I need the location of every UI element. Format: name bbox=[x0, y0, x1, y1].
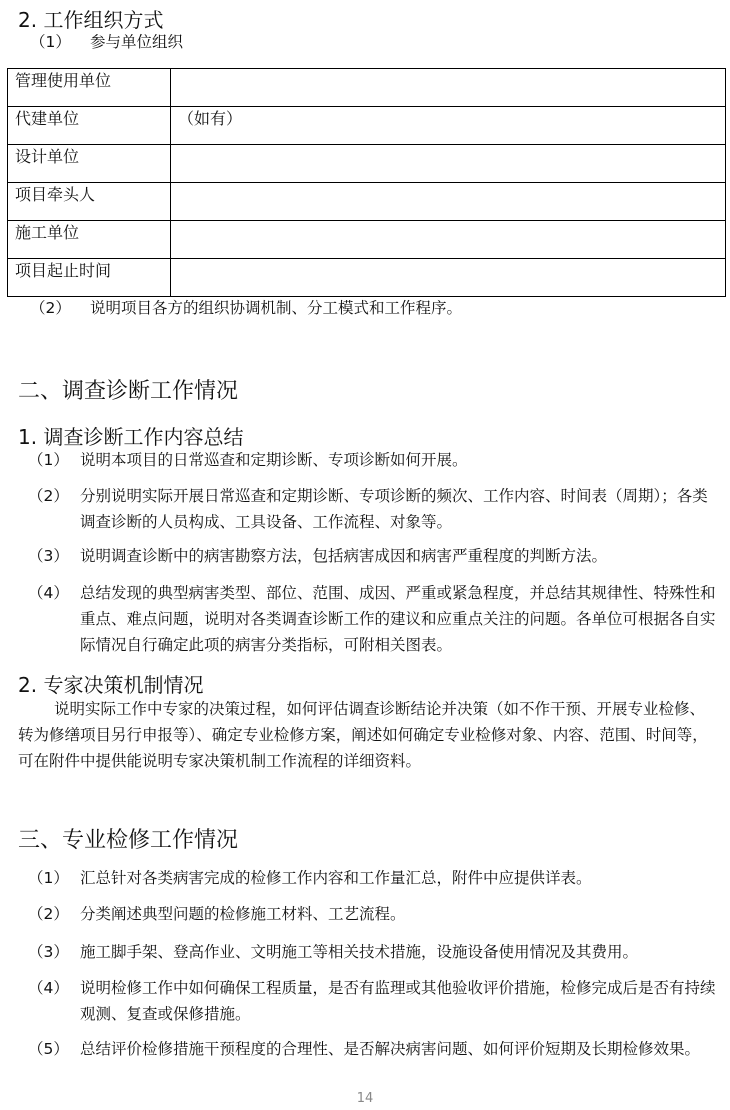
list-item-text: 说明本项目的日常巡查和定期诊断、专项诊断如何开展。 bbox=[80, 451, 468, 469]
list-item-text: 汇总针对各类病害完成的检修工作内容和工作量汇总，附件中应提供详表。 bbox=[80, 869, 592, 887]
part-title: 三、专业检修工作情况 bbox=[18, 828, 239, 853]
list-item-text: 分别说明实际开展日常巡查和定期诊断、专项诊断的频次、工作内容、时间表（周期）；各类调查诊断的人员构成、工具设备、工作流程、对象等。 bbox=[80, 487, 708, 531]
list-item-number: （2） bbox=[28, 905, 69, 923]
list-item-text: 说明检修工作中如何确保工程质量，是否有监理或其他验收评价措施，检修完成后是否有持续观测、复查或保修措施。 bbox=[80, 979, 716, 1023]
table-cell-value bbox=[171, 145, 726, 183]
list-item-text: 施工脚手架、登高作业、文明施工等相关技术措施，设施设备使用情况及其费用。 bbox=[80, 943, 639, 961]
list-item-text: 总结发现的典型病害类型、部位、范围、成因、严重或紧急程度，并总结其规律性、特殊性和重点、难点问题，说明对各类调查诊断工作的建议和应重点关注的问题。各单位可根据各自实际情况自行确定此项的病害分类指标，可附相关图表。 bbox=[80, 584, 716, 654]
list-item-number: （1） bbox=[28, 869, 69, 887]
list-item-number: （3） bbox=[28, 943, 69, 961]
sub-item-text: 说明项目各方的组织协调机制、分工模式和工作程序。 bbox=[90, 299, 463, 317]
list-item-number: （1） bbox=[28, 451, 69, 469]
sub-item-number: （2） bbox=[30, 299, 71, 317]
section-heading: 2. 专家决策机制情况 bbox=[18, 673, 204, 697]
table-row bbox=[8, 221, 726, 259]
table-cell-label: 施工单位 bbox=[8, 221, 171, 259]
list-item-text: 说明调查诊断中的病害勘察方法，包括病害成因和病害严重程度的判断方法。 bbox=[80, 547, 608, 565]
paragraph: 说明实际工作中专家的决策过程，如何评估调查诊断结论并决策（如不作干预、开展专业检修、转为修缮项目另行申报等）、确定专业检修方案，阐述如何确定专业检修对象、内容、范围、时间等，可在附件中提供能说明专家决策机制工作流程的详细资料。 bbox=[18, 700, 708, 770]
table-cell-value: （如有） bbox=[171, 107, 726, 145]
table-cell-label: 项目牵头人 bbox=[8, 183, 171, 221]
sub-item-number: （1） bbox=[30, 33, 71, 51]
list-item-number: （2） bbox=[28, 487, 69, 505]
part-title: 二、调查诊断工作情况 bbox=[18, 379, 239, 404]
list-item-number: （3） bbox=[28, 547, 69, 565]
table-cell-value bbox=[171, 183, 726, 221]
page-number: 14 bbox=[356, 1091, 374, 1106]
table-row bbox=[8, 107, 726, 145]
table-cell-label: 管理使用单位 bbox=[8, 69, 171, 107]
section-heading: 2. 工作组织方式 bbox=[18, 8, 164, 32]
table-cell-value bbox=[171, 69, 726, 107]
list-item-text: 分类阐述典型问题的检修施工材料、工艺流程。 bbox=[80, 905, 406, 923]
section-heading: 1. 调查诊断工作内容总结 bbox=[18, 425, 244, 449]
table-cell-value bbox=[171, 221, 726, 259]
table-cell-label: 设计单位 bbox=[8, 145, 171, 183]
list-item-number: （4） bbox=[28, 584, 69, 602]
table-cell-label: 项目起止时间 bbox=[8, 259, 171, 297]
table-row bbox=[8, 259, 726, 297]
list-item-number: （4） bbox=[28, 979, 69, 997]
table-cell-label: 代建单位 bbox=[8, 107, 171, 145]
list-item-number: （5） bbox=[28, 1040, 69, 1058]
table-row bbox=[8, 69, 726, 107]
org-table bbox=[7, 68, 726, 297]
list-item-text: 总结评价检修措施干预程度的合理性、是否解决病害问题、如何评价短期及长期检修效果。 bbox=[80, 1040, 701, 1058]
sub-item-text: 参与单位组织 bbox=[90, 33, 184, 51]
table-cell-value bbox=[171, 259, 726, 297]
table-row bbox=[8, 183, 726, 221]
table-row bbox=[8, 145, 726, 183]
